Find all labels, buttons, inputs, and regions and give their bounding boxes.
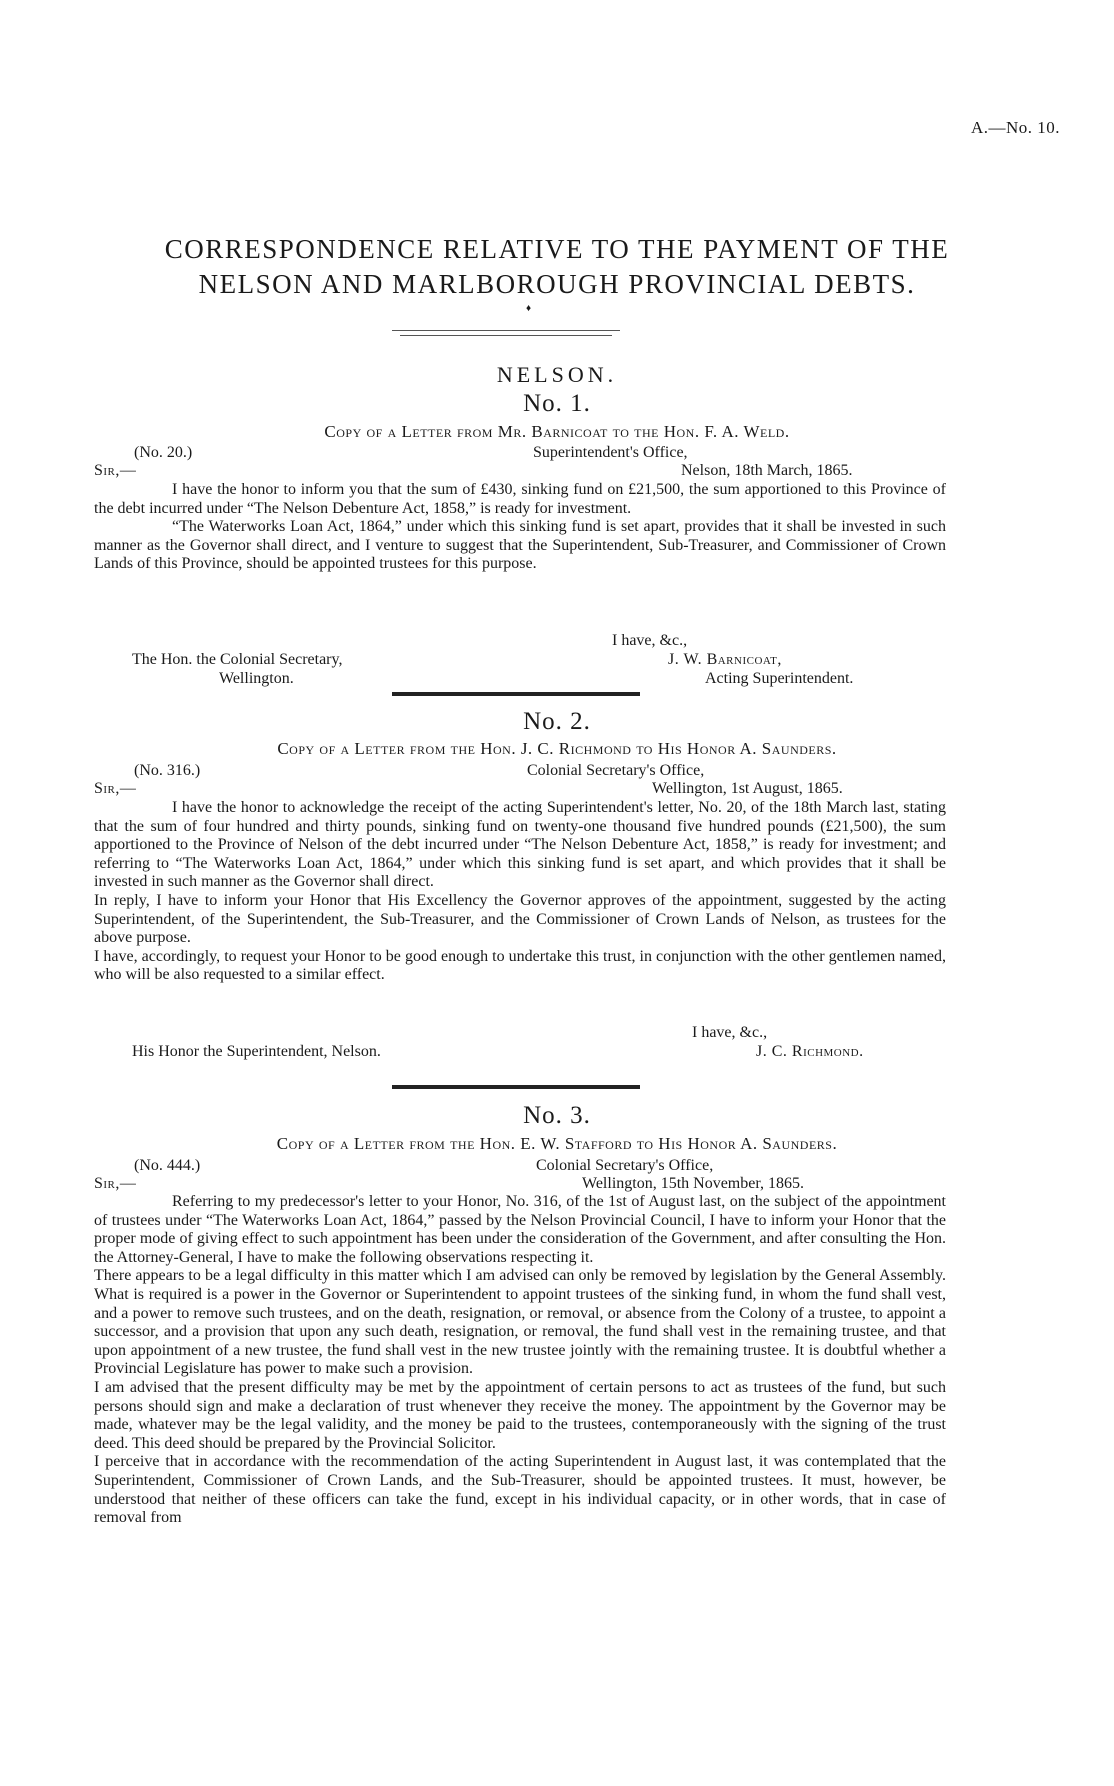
addressee: His Honor the Superintendent, Nelson. — [132, 1043, 381, 1060]
addressee: The Hon. the Colonial Secretary, — [132, 651, 343, 668]
section-heading: NELSON. — [496, 362, 618, 387]
salutation: Sir,— — [94, 780, 137, 797]
letter-place-date: Nelson, 18th March, 1865. — [681, 462, 853, 479]
letter-body — [94, 799, 946, 985]
salutation: Sir,— — [94, 1175, 137, 1192]
letter-office: Superintendent's Office, — [533, 444, 688, 461]
letter-number: No. 3. — [523, 1102, 591, 1129]
letter-closing: I have, &c., — [612, 632, 688, 649]
title-line-1: CORRESPONDENCE RELATIVE TO THE PAYMENT OF THE — [164, 234, 950, 264]
section-divider — [392, 1085, 640, 1089]
title-rule-2 — [400, 335, 612, 336]
letter-office: Colonial Secretary's Office, — [536, 1157, 714, 1174]
letter-caption: Copy of a Letter from Mr. Barnicoat to the Hon. F. A. Weld. — [324, 422, 790, 441]
paragraph: I have the honor to inform you that the sum of £430, sinking fund on £21,500, the sum apportioned to this Province of the debt incurred under “The Nelson Debenture Act, 1858,” is ready for investment. — [94, 481, 946, 517]
salutation: Sir,— — [94, 462, 137, 479]
paragraph: I have, accordingly, to request your Honor to be good enough to undertake this trust, in conjunction with the other gentlemen named, who will be also requested to a similar effect. — [94, 947, 946, 984]
paragraph: Referring to my predecessor's letter to your Honor, No. 316, of the 1st of August last, on the subject of the appointment of trustees under “The Waterworks Loan Act, 1864,” passed by the Nelson Provincial Council, I have to inform your Honor that the proper mode of giving effect to such appointment has been under the consideration of the Government, and after consulting the Hon. the Attorney-General, I have to make the following observations respecting it. — [94, 1193, 946, 1266]
letter-ref: (No. 316.) — [134, 762, 201, 779]
signer-title: Acting Superintendent. — [705, 670, 854, 687]
letter-body — [94, 481, 946, 574]
letter-closing: I have, &c., — [692, 1024, 768, 1041]
title-rule — [392, 330, 620, 331]
ornament-mark: ♦ — [526, 303, 532, 314]
letter-caption: Copy of a Letter from the Hon. E. W. Stafford to His Honor A. Saunders. — [276, 1134, 838, 1153]
title-line-2: NELSON AND MARLBOROUGH PROVINCIAL DEBTS. — [198, 269, 916, 299]
paragraph: In reply, I have to inform your Honor that His Excellency the Governor approves of the appointment, suggested by the acting Superintendent, of the Superintendent, the Sub-Treasurer, and the Commissioner of Crown Lands of Nelson, as trustees for the above purpose. — [94, 891, 946, 947]
signature: J. C. Richmond. — [756, 1043, 864, 1060]
section-divider — [392, 692, 640, 696]
letter-place-date: Wellington, 15th November, 1865. — [582, 1175, 805, 1192]
paragraph: “The Waterworks Loan Act, 1864,” under which this sinking fund is set apart, provides that it shall be invested in such manner as the Governor shall direct, and I venture to suggest that the Superintendent, Sub-Treasurer, and Commissioner of Crown Lands of this Province, should be appointed trustees for this purpose. — [94, 518, 946, 573]
letter-ref: (No. 444.) — [134, 1157, 201, 1174]
paragraph: I am advised that the present difficulty may be met by the appointment of certain persons to act as trustees of the fund, but such persons should sign and make a declaration of trust whenever they receive the money. The appointment by the Governor may be made, whatever may be the legal validity, and the money be paid to the trustees, contemporaneously with the signing of the trust deed. This deed should be prepared by the Provincial Solicitor. — [94, 1378, 946, 1452]
signature: J. W. Barnicoat, — [668, 651, 782, 668]
letter-office: Colonial Secretary's Office, — [527, 762, 705, 779]
letter-place-date: Wellington, 1st August, 1865. — [652, 780, 843, 797]
letter-number: No. 2. — [523, 708, 591, 735]
letter-body — [94, 1193, 946, 1528]
letter-caption: Copy of a Letter from the Hon. J. C. Richmond to His Honor A. Saunders. — [277, 739, 837, 758]
addressee-place: Wellington. — [219, 670, 294, 687]
letter-ref: (No. 20.) — [134, 444, 193, 461]
paragraph: There appears to be a legal difficulty in this matter which I am advised can only be removed by legislation by the General Assembly. What is required is a power in the Governor or Superintendent to appoint trustees of the sinking fund, in whom the fund shall vest, and a power to remove such trustees, and on the death, resignation, or removal, or absence from the Colony of a trustee, to appoint a successor, and a provision that upon any such death, resignation, or removal, the fund shall vest in the remaining trustee, and that upon appointment of a new trustee, the fund shall vest in the new trustee jointly with the remaining trustee. It is doubtful whether a Provincial Legislature has power to make such a provision. — [94, 1267, 946, 1378]
document-title — [0, 232, 1114, 302]
letter-number: No. 1. — [523, 390, 591, 417]
paragraph: I perceive that in accordance with the recommendation of the acting Superintendent in August last, it was contemplated that the Superintendent, Commissioner of Crown Lands, and the Sub-Treasurer, should be appointed trustees. It must, however, be understood that neither of these officers can take the fund, except in his individual capacity, or in other words, that in case of removal from — [94, 1453, 946, 1527]
paragraph: I have the honor to acknowledge the receipt of the acting Superintendent's letter, No. 20, of the 18th March last, stating that the sum of four hundred and thirty pounds, sinking fund on twenty-one thousand five hundred pounds (£21,500), the sum apportioned to the Province of Nelson of the debt incurred under “The Nelson Debenture Act, 1858,” is ready for investment; and referring to “The Waterworks Loan Act, 1864,” under which this sinking fund is set apart, and which provides that it shall be invested in such manner as the Governor shall direct. — [94, 799, 946, 891]
page-reference: A.—No. 10. — [970, 118, 1060, 137]
